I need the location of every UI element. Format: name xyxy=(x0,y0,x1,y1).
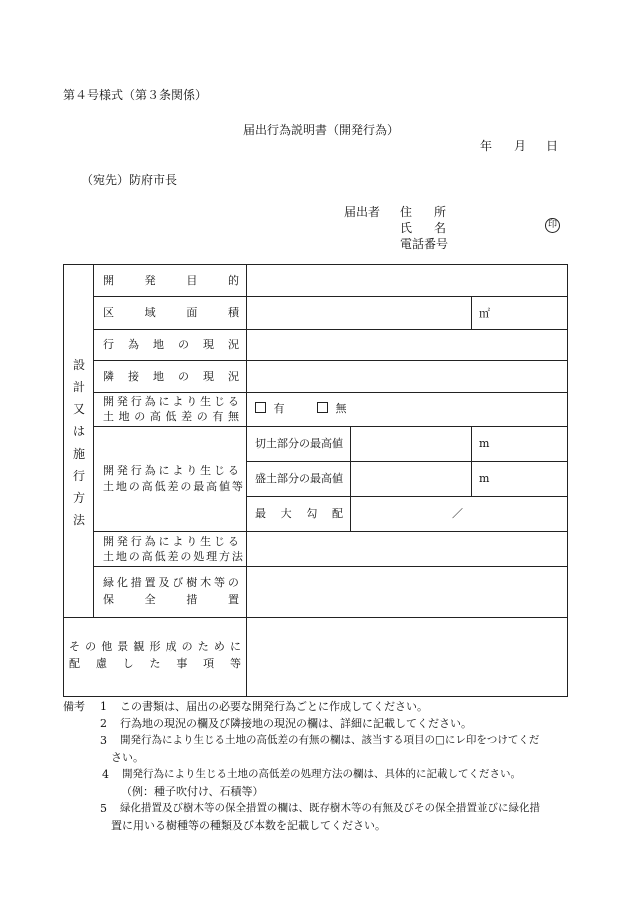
seal-icon: 印 xyxy=(545,218,560,233)
label-height-diff-existence-1: 開 発 行 為 に よ り 生 じ る xyxy=(103,395,239,408)
applicant-label: 届出者 xyxy=(344,205,381,219)
note-item-4 xyxy=(63,766,569,800)
design-method-side-label: 設 計 又 は 施 行 方 法 xyxy=(72,358,85,527)
label-max-height-2: 土 地 の 高 低 差 の 最 高 値 等 xyxy=(103,480,243,493)
label-site-condition: 行 為 地 の 現 況 xyxy=(103,338,239,351)
date-month: 月 xyxy=(514,139,527,153)
note-text: 緑化措置及び樹木等の保全措置の欄は、既存樹木等の有無及びその保全措置並びに緑化措 xyxy=(120,802,540,814)
slope-separator: ／ xyxy=(452,507,463,520)
note-number: 1 xyxy=(100,700,107,713)
note-text-cont: （例：種子吹付け、石積等） xyxy=(121,785,264,798)
label-greening-1: 緑 化 措 置 及 び 樹 木 等 の xyxy=(103,576,239,589)
page-title: 届出行為説明書（開発行為） xyxy=(243,123,400,137)
notes-label: 備考 xyxy=(63,700,85,713)
note-number: 3 xyxy=(100,734,107,747)
area-unit: ㎡ xyxy=(479,307,490,320)
address-label: 住 所 xyxy=(400,205,446,219)
label-treatment-2: 土 地 の 高 低 差 の 処 理 方 法 xyxy=(103,550,243,563)
fill-unit: m xyxy=(479,472,490,485)
note-text: 開発行為により生じる土地の高低差の有無の欄は、該当する項目の□にレ印をつけてくだ xyxy=(120,734,540,746)
checkbox-yes-box[interactable] xyxy=(255,402,266,413)
note-number: 5 xyxy=(100,802,107,815)
cut-unit: m xyxy=(479,437,490,450)
note-text-cont: 置に用いる樹種等の種類及び本数を記載してください。 xyxy=(111,819,386,832)
table-border-right xyxy=(567,264,568,696)
notes-section xyxy=(63,698,569,834)
note-item-1 xyxy=(63,698,569,715)
note-number: 4 xyxy=(102,768,109,781)
label-max-slope: 最 大 勾 配 xyxy=(255,507,343,520)
note-number: 2 xyxy=(100,717,107,730)
application-form-table xyxy=(63,264,567,696)
height-label-divider xyxy=(350,426,351,531)
label-landscape-2: 配 慮 し た 事 項 等 xyxy=(69,657,241,670)
side-column-divider xyxy=(93,264,94,617)
checkbox-yes[interactable]: 有 xyxy=(255,401,285,416)
note-text: 行為地の現況の欄及び隣接地の現況の欄は、詳細に記載してください。 xyxy=(120,717,472,730)
date-day: 日 xyxy=(546,139,559,153)
date-year: 年 xyxy=(480,139,493,153)
addressee: （宛先）防府市長 xyxy=(81,173,178,187)
name-label: 氏 名 xyxy=(400,221,446,235)
note-item-2 xyxy=(63,715,569,732)
note-item-3 xyxy=(63,732,569,766)
note-item-5 xyxy=(63,800,569,834)
label-landscape-1: そ の 他 景 観 形 成 の た め に xyxy=(69,640,241,653)
checkbox-no-box[interactable] xyxy=(317,402,328,413)
area-unit-divider xyxy=(471,296,472,329)
label-cut-max: 切土部分の最高値 xyxy=(255,437,343,450)
label-site-area: 区 域 面 積 xyxy=(103,306,239,319)
checkbox-no[interactable]: 無 xyxy=(317,401,347,416)
note-text-cont: さい。 xyxy=(111,751,144,764)
note-text: 開発行為により生じる土地の高低差の処理方法の欄は、具体的に記載してください。 xyxy=(122,768,521,780)
label-fill-max: 盛土部分の最高値 xyxy=(255,472,343,485)
label-adjacent-condition: 隣 接 地 の 現 況 xyxy=(103,370,239,383)
form-number: 第４号様式（第３条関係） xyxy=(63,88,208,102)
label-max-height-1: 開 発 行 為 に よ り 生 じ る xyxy=(103,464,239,477)
note-text: この書類は、届出の必要な開発行為ごとに作成してください。 xyxy=(120,700,428,713)
label-treatment-1: 開 発 行 為 に よ り 生 じ る xyxy=(103,535,239,548)
table-border-left xyxy=(63,264,64,696)
seal-mark xyxy=(545,217,560,233)
table-border-bottom xyxy=(63,696,568,697)
label-development-purpose: 開 発 目 的 xyxy=(103,274,239,287)
phone-label: 電話番号 xyxy=(400,237,449,251)
table-border-top xyxy=(63,264,567,265)
label-height-diff-existence-2: 土 地 の 高 低 差 の 有 無 xyxy=(103,410,239,423)
label-greening-2: 保 全 措 置 xyxy=(103,593,239,606)
